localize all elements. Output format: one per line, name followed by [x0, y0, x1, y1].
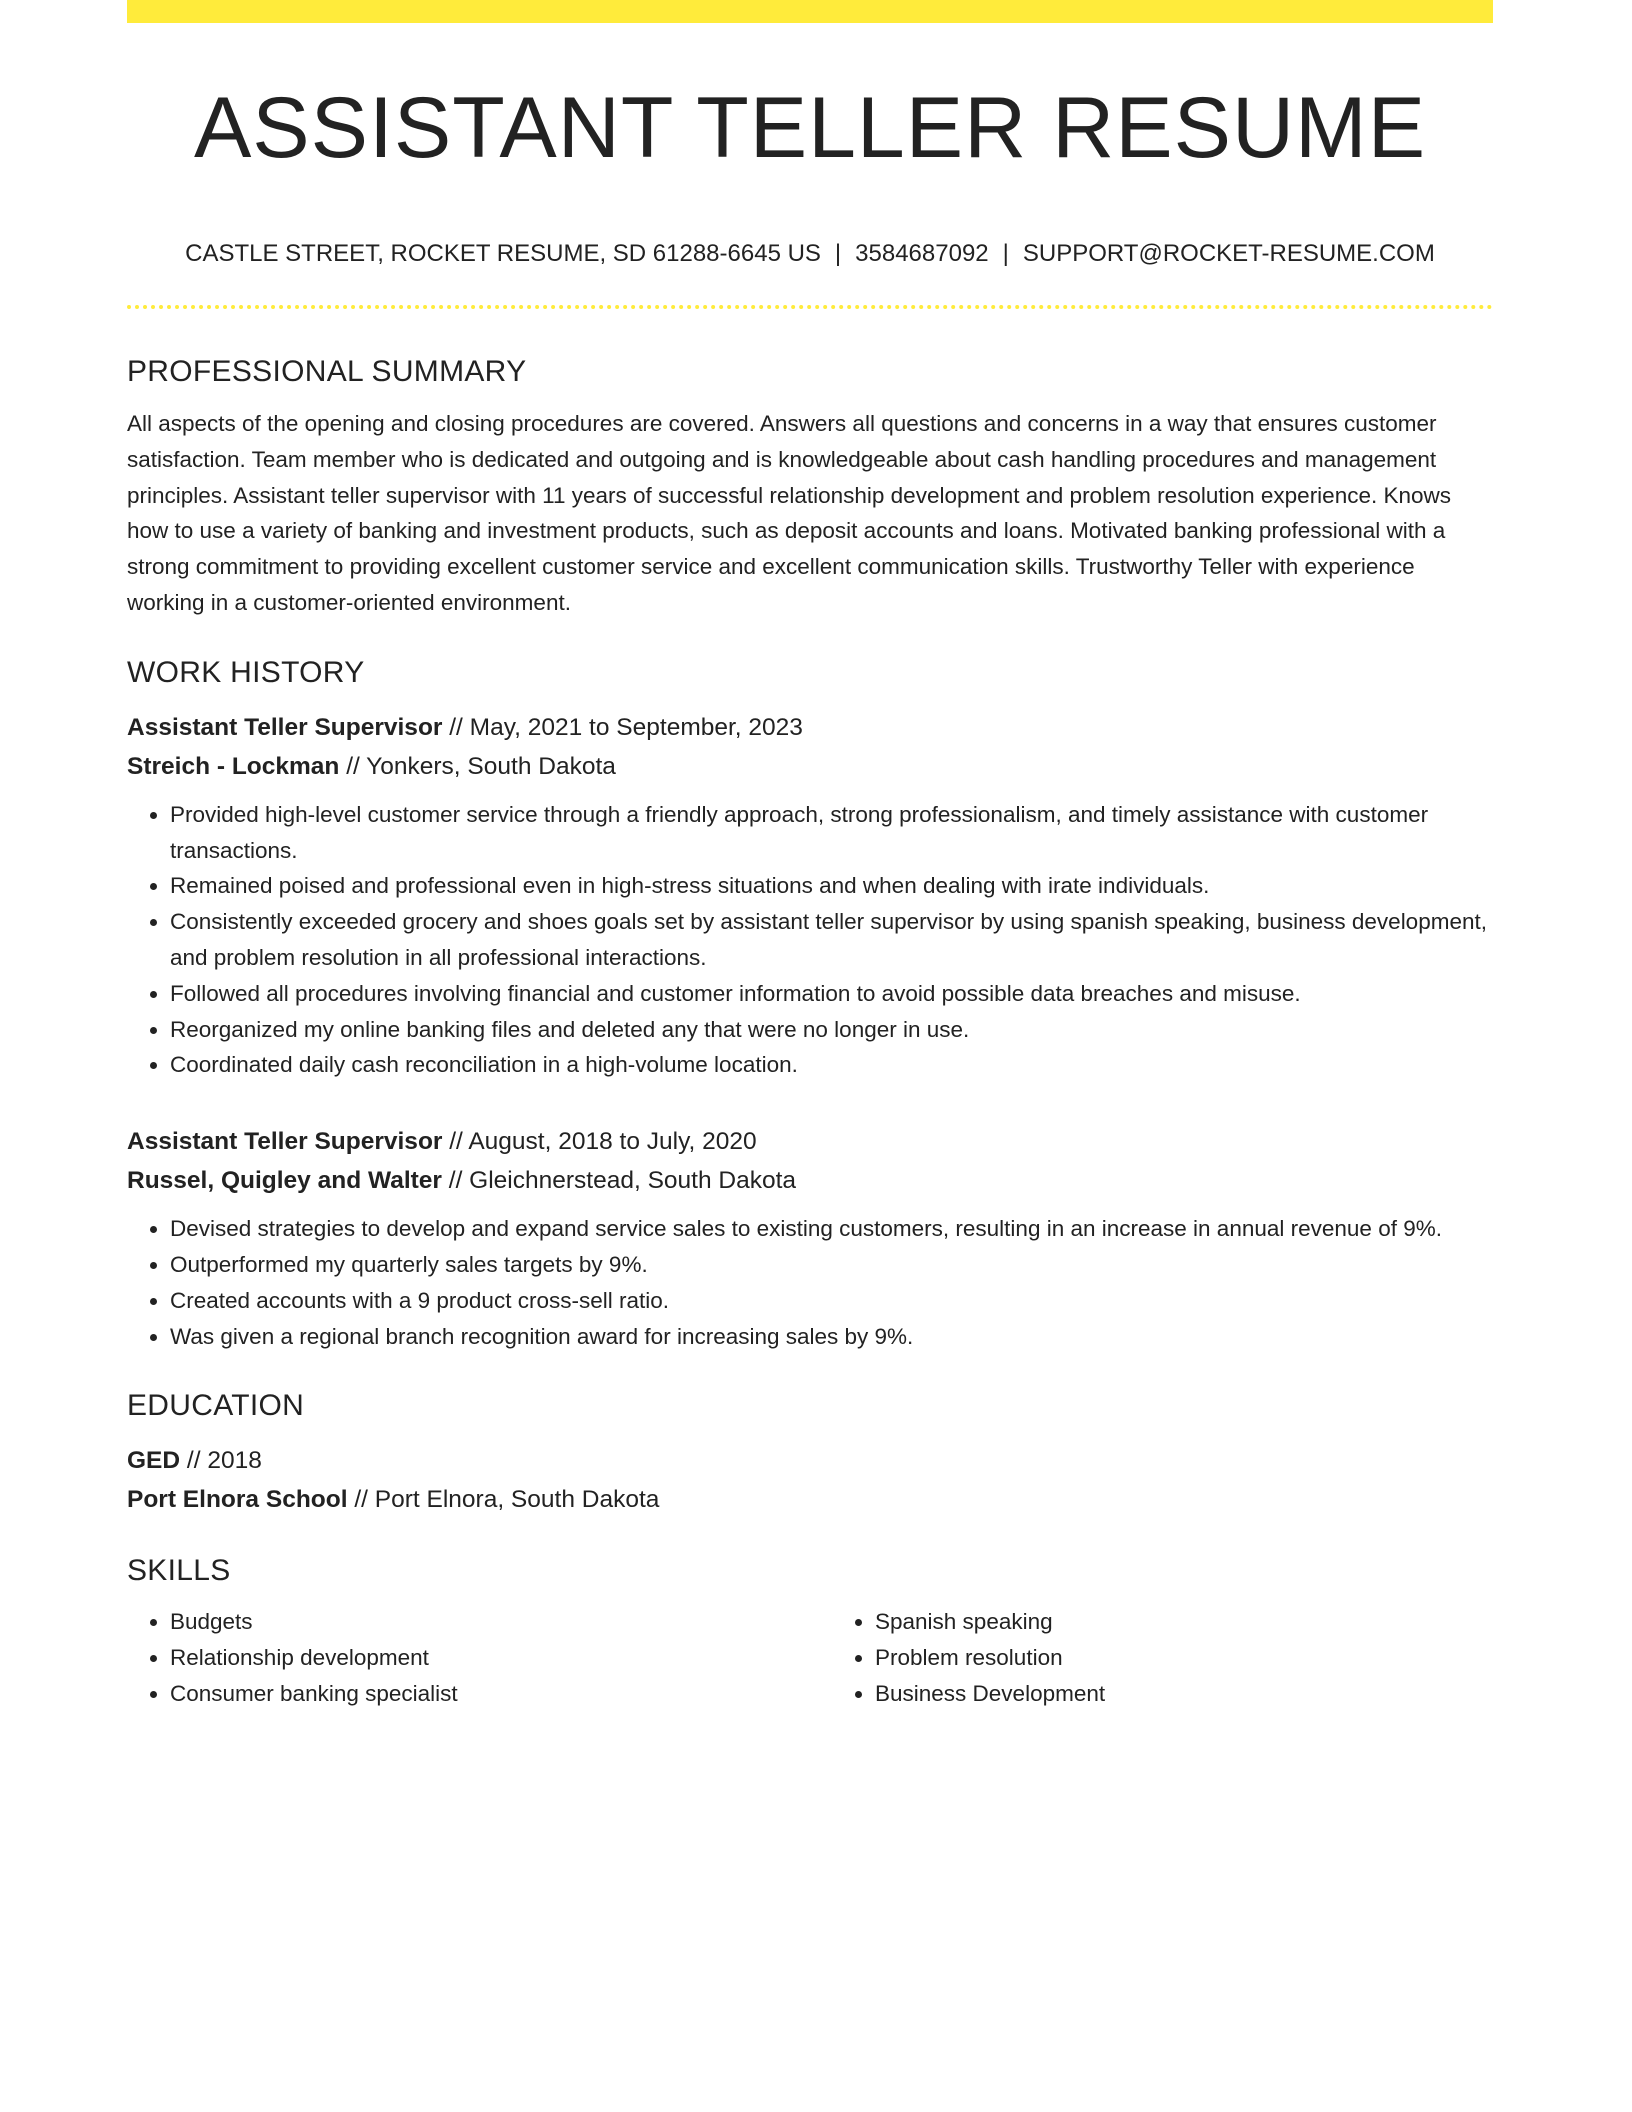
job-bullet: • Provided high-level customer service through a friendly approach, strong professionalism, and timely assistance with customer transactions.	[170, 797, 1493, 869]
skill-item: • Business Development	[875, 1676, 1493, 1712]
job-dates: // August, 2018 to July, 2020	[442, 1128, 757, 1156]
job-title: Assistant Teller Supervisor	[127, 1128, 443, 1156]
job-bullet: • Devised strategies to develop and expand service sales to existing customers, resulting in an increase in annual revenue of 9%.	[170, 1211, 1493, 1247]
work-history-section	[127, 651, 1493, 1355]
job-bullet: • Followed all procedures involving financial and customer information to avoid possible data breaches and misuse.	[170, 976, 1493, 1012]
job-bullet: • Remained poised and professional even in high-stress situations and when dealing with irate individuals.	[170, 868, 1493, 904]
job-title-line	[127, 708, 1493, 747]
school-line	[127, 1480, 1493, 1519]
address: CASTLE STREET, ROCKET RESUME, SD 61288-6645 US	[185, 240, 821, 267]
email: SUPPORT@ROCKET-RESUME.COM	[1022, 240, 1435, 267]
skills-list-right	[832, 1604, 1493, 1711]
skills-columns	[127, 1604, 1493, 1711]
section-heading-work-history: WORK HISTORY	[127, 655, 365, 689]
section-heading-skills: SKILLS	[127, 1554, 231, 1588]
job-dates: // May, 2021 to September, 2023	[442, 713, 803, 741]
job-title-line	[127, 1122, 1493, 1161]
section-heading-education: EDUCATION	[127, 1389, 305, 1423]
phone: 3584687092	[855, 240, 989, 267]
job-bullet: • Was given a regional branch recognition award for increasing sales by 9%.	[170, 1319, 1493, 1355]
summary-section	[127, 350, 1493, 621]
job-company-line	[127, 1161, 1493, 1200]
dotted-divider	[127, 305, 1493, 309]
degree: GED	[127, 1447, 181, 1475]
job-bullets	[127, 1211, 1493, 1354]
education-entry	[127, 1441, 1493, 1519]
resume-title: ASSISTANT TELLER RESUME	[193, 80, 1427, 176]
skills-section	[127, 1549, 1493, 1711]
job-company: Streich - Lockman	[127, 752, 340, 780]
section-heading-summary: PROFESSIONAL SUMMARY	[127, 355, 527, 388]
skill-item: • Consumer banking specialist	[170, 1676, 788, 1712]
skills-list-left	[127, 1604, 788, 1711]
school: Port Elnora School	[127, 1486, 348, 1514]
job-company-line	[127, 747, 1493, 786]
separator: |	[834, 240, 842, 267]
skill-item: • Budgets	[170, 1604, 788, 1640]
job-bullet: • Created accounts with a 9 product cross-sell ratio.	[170, 1283, 1493, 1319]
job-bullet: • Coordinated daily cash reconciliation in a high-volume location.	[170, 1047, 1493, 1083]
job-bullet: • Outperformed my quarterly sales targets by 9%.	[170, 1247, 1493, 1283]
summary-text: All aspects of the opening and closing procedures are covered. Answers all questions and concerns in a way that ensures customer satisfaction. Team member who is dedicated and outgoing and is knowledgeable about cash handling procedures and management principles. Assistant teller supervisor with 11 years of successful relationship development and problem resolution experience. Knows how to use a variety of banking and investment products, such as deposit accounts and loans. Motivated banking professional with a strong commitment to providing excellent customer service and excellent communication skills. Trustworthy Teller with experience working in a customer-oriented environment.	[127, 411, 1452, 615]
education-section	[127, 1384, 1493, 1519]
skill-item: • Problem resolution	[875, 1640, 1493, 1676]
job-bullet: • Consistently exceeded grocery and shoes goals set by assistant teller supervisor by using spanish speaking, business development, and problem resolution in all professional interactions.	[170, 904, 1493, 976]
separator: |	[1002, 240, 1009, 267]
degree-line	[127, 1441, 1493, 1480]
job-entry	[127, 1122, 1493, 1354]
job-title: Assistant Teller Supervisor	[127, 713, 443, 741]
skill-item: • Relationship development	[170, 1640, 788, 1676]
contact-line	[127, 236, 1493, 272]
job-entry	[127, 708, 1493, 1083]
job-location: // Yonkers, South Dakota	[339, 752, 616, 780]
job-company: Russel, Quigley and Walter	[127, 1167, 442, 1195]
school-location: // Port Elnora, South Dakota	[347, 1486, 660, 1514]
job-bullets	[127, 797, 1493, 1083]
skill-item: • Spanish speaking	[875, 1604, 1493, 1640]
job-location: // Gleichnerstead, South Dakota	[441, 1167, 797, 1195]
job-bullet: • Reorganized my online banking files and deleted any that were no longer in use.	[170, 1012, 1493, 1048]
accent-bar	[127, 0, 1493, 23]
education-year: // 2018	[180, 1447, 262, 1475]
resume-content	[127, 350, 1493, 1712]
